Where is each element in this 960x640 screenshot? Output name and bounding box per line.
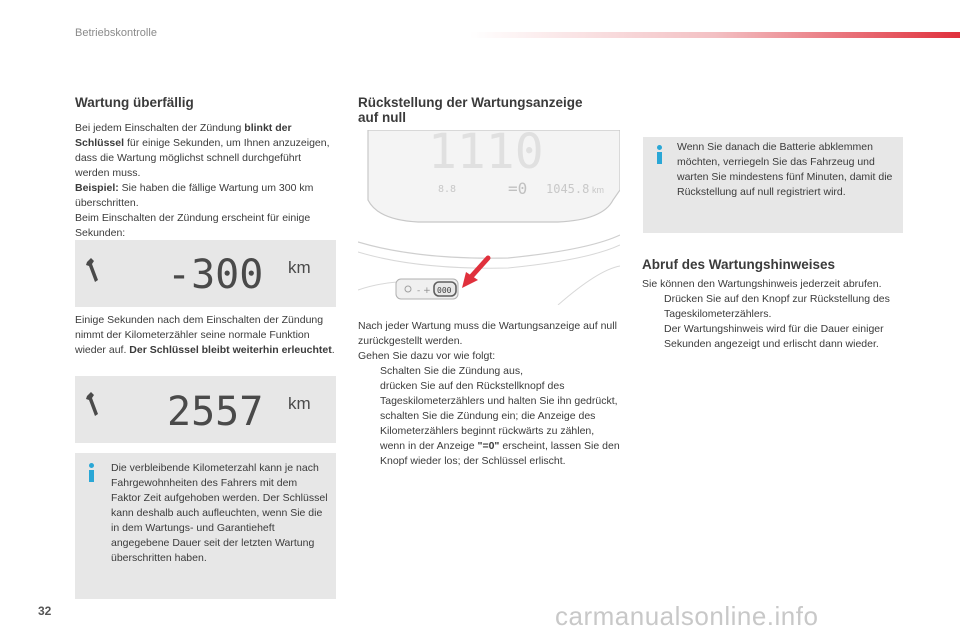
display-value-2: 2557 bbox=[167, 389, 264, 435]
section-title: Betriebskontrolle bbox=[75, 27, 157, 39]
trip-reset-button-label: 000 bbox=[437, 286, 452, 295]
middle-steps-intro: Gehen Sie dazu vor wie folgt: bbox=[358, 350, 496, 362]
display-graphic-2 bbox=[75, 376, 336, 443]
odometer-display-2 bbox=[75, 376, 336, 443]
cluster-odo: 1045.8 bbox=[546, 182, 590, 196]
display-graphic-1 bbox=[75, 240, 336, 307]
list-item: wenn in der Anzeige "=0" erscheint, lassen Sie den Knopf wieder los; der Schlüssel erlischt. bbox=[380, 440, 620, 467]
watermark: carmanualsonline.info bbox=[555, 601, 819, 631]
right-body bbox=[642, 277, 904, 352]
reset-steps bbox=[358, 364, 623, 469]
left-intro bbox=[75, 121, 335, 241]
left-info-text: Die verbleibende Kilometerzahl kann je nach Fahrgewohnheiten des Fahrers mit dem Faktor Zeit aufgehoben werden. Der Schlüssel kann deshalb auch aufleuchten, wenn Sie die in dem Wartungs- und Garantieheft angegebene Dauer seit der letzten Wartung überschritten haben. bbox=[111, 462, 328, 564]
list-item: Schalten Sie die Zündung aus, bbox=[380, 365, 524, 377]
cluster-km: km bbox=[592, 185, 604, 195]
right-intro: Sie können den Wartungshinweis jederzeit abrufen. bbox=[642, 278, 882, 290]
cluster-graphic bbox=[358, 130, 620, 305]
list-item bbox=[642, 292, 904, 352]
display-unit-2: km bbox=[288, 394, 311, 413]
info-icon bbox=[655, 145, 665, 163]
left-para2: Beim Einschalten der Zündung erscheint für einige Sekunden: bbox=[75, 212, 311, 239]
right-step2: Der Wartungshinweis wird für die Dauer einiger Sekunden angezeigt und erlischt dann wieder. bbox=[664, 323, 884, 350]
right-step1: Drücken Sie auf den Knopf zur Rückstellung des Tageskilometerzählers. bbox=[664, 293, 890, 320]
page-number: 32 bbox=[38, 604, 52, 618]
display-value-1: -300 bbox=[167, 252, 264, 298]
middle-body bbox=[358, 319, 623, 469]
example-label: Beispiel: bbox=[75, 182, 119, 194]
left-heading: Wartung überfällig bbox=[75, 95, 194, 110]
left-para1: Bei jedem Einschalten der Zündung blinkt der Schlüssel für einige Sekunden, um Ihnen anzuzeigen, dass die Wartung möglichst schnell durchgeführt werden muss. bbox=[75, 122, 330, 179]
list-item: drücken Sie auf den Rückstellknopf des Tageskilometerzählers und halten Sie ihn gedrückt, bbox=[380, 380, 618, 407]
recall-steps bbox=[642, 292, 904, 352]
cluster-trip: =0 bbox=[508, 179, 528, 198]
cluster-small-left: 8.8 bbox=[438, 184, 457, 195]
wrench-icon bbox=[86, 392, 98, 416]
right-info-box bbox=[643, 137, 903, 233]
arrow-icon bbox=[462, 258, 488, 288]
left-example bbox=[75, 181, 335, 211]
right-info-text: Wenn Sie danach die Batterie abklemmen möchten, verriegeln Sie das Fahrzeug und warten Sie mindestens fünf Minuten, damit die Rückstellung auf null registriert wird. bbox=[677, 141, 893, 198]
display-unit-1: km bbox=[288, 258, 311, 277]
odometer-display-1 bbox=[75, 240, 336, 307]
middle-heading-line2: auf null bbox=[358, 110, 406, 125]
list-item: schalten Sie die Zündung ein; die Anzeige des Kilometerzählers beginnt rückwärts zu zählen, bbox=[380, 410, 596, 437]
svg-text:- +: - + bbox=[417, 286, 431, 296]
example-text: Sie haben die fällige Wartung um 300 km überschritten. bbox=[75, 182, 314, 209]
right-heading: Abruf des Wartungshinweises bbox=[642, 257, 836, 272]
instrument-cluster-illustration bbox=[358, 130, 620, 305]
left-info-box bbox=[75, 453, 336, 599]
middle-heading-line1: Rückstellung der Wartungsanzeige bbox=[358, 95, 583, 110]
cluster-speed: 1110 bbox=[428, 130, 544, 180]
middle-heading bbox=[358, 95, 628, 125]
info-icon bbox=[87, 463, 97, 481]
header-accent-bar bbox=[470, 32, 960, 38]
middle-intro: Nach jeder Wartung muss die Wartungsanzeige auf null zurückgestellt werden. bbox=[358, 320, 617, 347]
wrench-icon bbox=[86, 258, 98, 282]
left-para3: Einige Sekunden nach dem Einschalten der Zündung nimmt der Kilometerzähler seine normale Funktion wieder auf. Der Schlüssel bleibt weiterhin erleuchtet. bbox=[75, 314, 335, 356]
